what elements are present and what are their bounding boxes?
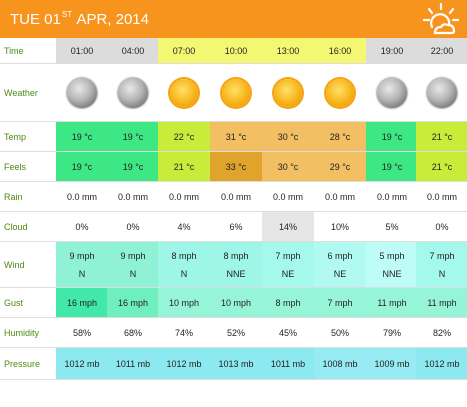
pressure-cell xyxy=(158,348,210,379)
cloud-cell xyxy=(56,212,108,241)
feels-value: 33 °c xyxy=(225,161,247,172)
cloud-cell xyxy=(262,212,314,241)
time-value: 04:00 xyxy=(121,45,145,56)
moon-icon xyxy=(377,78,407,108)
wind-value: 5 mph xyxy=(379,250,405,261)
time-value: 10:00 xyxy=(224,45,248,56)
pressure-cell xyxy=(107,348,159,379)
humidity-value: 79% xyxy=(382,327,401,338)
weather-cell xyxy=(366,64,418,121)
temp-value: 19 °c xyxy=(381,131,403,142)
time-cell xyxy=(366,38,418,63)
time-cell xyxy=(262,38,314,63)
rain-cell xyxy=(416,182,467,211)
gust-cell xyxy=(416,288,467,317)
gust-value: 16 mph xyxy=(66,297,98,308)
temp-cell xyxy=(107,122,159,151)
feels-cell xyxy=(56,152,108,181)
forecast-table xyxy=(0,38,467,380)
date-suffix: ST xyxy=(61,10,73,19)
rain-cell xyxy=(56,182,108,211)
temp-label: Temp xyxy=(4,131,27,142)
time-cell xyxy=(314,38,366,63)
gust-value: 11 mph xyxy=(377,297,407,308)
pressure-row xyxy=(0,348,467,380)
humidity-value: 45% xyxy=(278,327,297,338)
temp-row xyxy=(0,122,467,152)
wind-value: 9 mph xyxy=(69,250,95,261)
weather-cell xyxy=(158,64,210,121)
weather-cell xyxy=(56,64,108,121)
time-cell xyxy=(56,38,108,63)
weather-cell xyxy=(107,64,159,121)
cloud-cell xyxy=(314,212,366,241)
pressure-value: 1013 mb xyxy=(218,358,254,369)
humidity-label: Humidity xyxy=(4,327,40,338)
humidity-cell xyxy=(314,318,366,347)
pressure-value: 1011 mb xyxy=(115,358,151,369)
humidity-value: 50% xyxy=(330,327,349,338)
wind-direction-value: N xyxy=(129,268,137,279)
rain-cell xyxy=(107,182,159,211)
time-value: 16:00 xyxy=(328,45,352,56)
humidity-row xyxy=(0,318,467,348)
time-cell xyxy=(210,38,262,63)
weather-cell xyxy=(262,64,314,121)
time-value: 07:00 xyxy=(172,45,196,56)
pressure-cell xyxy=(262,348,314,379)
rain-value: 0.0 mm xyxy=(220,191,251,202)
feels-cell xyxy=(262,152,314,181)
feels-cell xyxy=(416,152,467,181)
humidity-cell xyxy=(107,318,159,347)
gust-value: 8 mph xyxy=(275,297,301,308)
temp-cell xyxy=(314,122,366,151)
pressure-value: 1012 mb xyxy=(424,358,460,369)
wind-row xyxy=(0,242,467,288)
wind-cell xyxy=(210,242,262,287)
rain-value: 0.0 mm xyxy=(66,191,97,202)
pressure-cell xyxy=(366,348,418,379)
temp-cell xyxy=(262,122,314,151)
wind-cell xyxy=(366,242,418,287)
time-row xyxy=(0,38,467,64)
time-value: 19:00 xyxy=(380,45,404,56)
time-value: 13:00 xyxy=(276,45,300,56)
wind-direction-value: N xyxy=(78,268,86,279)
wind-direction-value: NE xyxy=(281,268,295,279)
sun-icon xyxy=(170,79,198,107)
cloud-cell xyxy=(107,212,159,241)
wind-cell xyxy=(158,242,210,287)
gust-value: 11 mph xyxy=(427,297,457,308)
pressure-value: 1008 mb xyxy=(322,358,358,369)
feels-row xyxy=(0,152,467,182)
wind-direction-value: NE xyxy=(333,268,347,279)
weather-cell xyxy=(210,64,262,121)
humidity-value: 52% xyxy=(226,327,245,338)
temp-value: 31 °c xyxy=(225,131,247,142)
time-value: 01:00 xyxy=(70,45,94,56)
humidity-value: 82% xyxy=(432,327,451,338)
weather-cell xyxy=(314,64,366,121)
wind-value: 7 mph xyxy=(429,250,455,261)
gust-cell xyxy=(56,288,108,317)
temp-cell xyxy=(416,122,467,151)
gust-row xyxy=(0,288,467,318)
pressure-cell xyxy=(210,348,262,379)
wind-direction-value: N xyxy=(438,268,446,279)
wind-value: 6 mph xyxy=(327,250,353,261)
weather-label: Weather xyxy=(4,87,38,98)
humidity-value: 68% xyxy=(123,327,142,338)
gust-value: 7 mph xyxy=(327,297,353,308)
gust-value: 10 mph xyxy=(220,297,252,308)
pressure-value: 1011 mb xyxy=(270,358,306,369)
temp-cell xyxy=(366,122,418,151)
feels-value: 19 °c xyxy=(122,161,144,172)
cloud-value: 0% xyxy=(126,221,140,232)
cloud-cell xyxy=(210,212,262,241)
moon-icon xyxy=(118,78,148,108)
feels-value: 30 °c xyxy=(277,161,299,172)
rain-value: 0.0 mm xyxy=(376,191,407,202)
feels-label: Feels xyxy=(4,161,27,172)
wind-value: 7 mph xyxy=(275,250,301,261)
sun-icon xyxy=(222,79,250,107)
date-title xyxy=(10,10,149,28)
feels-cell xyxy=(107,152,159,181)
wind-cell xyxy=(416,242,467,287)
humidity-value: 74% xyxy=(174,327,193,338)
humidity-cell xyxy=(158,318,210,347)
rain-value: 0.0 mm xyxy=(272,191,303,202)
time-label: Time xyxy=(4,45,24,56)
pressure-value: 1012 mb xyxy=(166,358,202,369)
gust-cell xyxy=(314,288,366,317)
weather-cell xyxy=(416,64,467,121)
gust-value: 10 mph xyxy=(168,297,200,308)
cloud-row xyxy=(0,212,467,242)
feels-value: 29 °c xyxy=(329,161,351,172)
date-day: TUE 01 xyxy=(10,11,61,28)
gust-value: 16 mph xyxy=(117,297,149,308)
cloud-value: 5% xyxy=(385,221,399,232)
time-cell xyxy=(107,38,159,63)
pressure-cell xyxy=(314,348,366,379)
gust-cell xyxy=(262,288,314,317)
temp-value: 19 °c xyxy=(71,131,93,142)
temp-cell xyxy=(56,122,108,151)
moon-icon xyxy=(67,78,97,108)
temp-value: 21 °c xyxy=(431,131,453,142)
rain-label: Rain xyxy=(4,191,23,202)
cloud-cell xyxy=(366,212,418,241)
wind-cell xyxy=(314,242,366,287)
wind-value: 9 mph xyxy=(120,250,146,261)
cloud-cell xyxy=(416,212,467,241)
rain-cell xyxy=(366,182,418,211)
gust-cell xyxy=(210,288,262,317)
rain-value: 0.0 mm xyxy=(324,191,355,202)
rain-value: 0.0 mm xyxy=(426,191,457,202)
wind-direction-value: NNE xyxy=(226,268,246,279)
rain-cell xyxy=(314,182,366,211)
date-month-year: APR, 2014 xyxy=(76,11,149,28)
feels-cell xyxy=(158,152,210,181)
wind-value: 8 mph xyxy=(171,250,197,261)
gust-cell xyxy=(158,288,210,317)
time-cell xyxy=(416,38,467,63)
wind-cell xyxy=(262,242,314,287)
sun-logo-icon xyxy=(421,2,461,36)
wind-direction-value: NNE xyxy=(382,268,402,279)
pressure-cell xyxy=(416,348,467,379)
humidity-value: 58% xyxy=(72,327,91,338)
gust-cell xyxy=(366,288,418,317)
temp-cell xyxy=(158,122,210,151)
wind-value: 8 mph xyxy=(223,250,249,261)
sun-icon xyxy=(274,79,302,107)
time-cell xyxy=(158,38,210,63)
humidity-cell xyxy=(416,318,467,347)
gust-label: Gust xyxy=(4,297,24,308)
wind-cell xyxy=(107,242,159,287)
feels-value: 19 °c xyxy=(381,161,403,172)
gust-cell xyxy=(107,288,159,317)
cloud-cell xyxy=(158,212,210,241)
moon-icon xyxy=(427,78,457,108)
cloud-value: 10% xyxy=(330,221,349,232)
sun-icon xyxy=(326,79,354,107)
feels-cell xyxy=(210,152,262,181)
temp-value: 22 °c xyxy=(173,131,195,142)
feels-value: 19 °c xyxy=(71,161,93,172)
humidity-cell xyxy=(262,318,314,347)
humidity-cell xyxy=(366,318,418,347)
rain-cell xyxy=(262,182,314,211)
time-value: 22:00 xyxy=(430,45,454,56)
temp-value: 30 °c xyxy=(277,131,299,142)
cloud-value: 0% xyxy=(435,221,449,232)
weather-row xyxy=(0,64,467,122)
feels-cell xyxy=(314,152,366,181)
feels-cell xyxy=(366,152,418,181)
wind-direction-value: N xyxy=(180,268,188,279)
cloud-value: 4% xyxy=(177,221,191,232)
rain-value: 0.0 mm xyxy=(117,191,148,202)
cloud-value: 6% xyxy=(229,221,243,232)
rain-value: 0.0 mm xyxy=(168,191,199,202)
cloud-label: Cloud xyxy=(4,221,28,232)
pressure-value: 1009 mb xyxy=(374,358,410,369)
rain-cell xyxy=(158,182,210,211)
rain-row xyxy=(0,182,467,212)
rain-cell xyxy=(210,182,262,211)
temp-value: 28 °c xyxy=(329,131,351,142)
feels-value: 21 °c xyxy=(173,161,195,172)
wind-cell xyxy=(56,242,108,287)
temp-cell xyxy=(210,122,262,151)
date-header xyxy=(0,0,467,38)
cloud-value: 14% xyxy=(278,221,297,232)
wind-label: Wind xyxy=(4,259,25,270)
pressure-value: 1012 mb xyxy=(64,358,100,369)
pressure-cell xyxy=(56,348,108,379)
humidity-cell xyxy=(210,318,262,347)
humidity-cell xyxy=(56,318,108,347)
temp-value: 19 °c xyxy=(122,131,144,142)
cloud-value: 0% xyxy=(75,221,89,232)
feels-value: 21 °c xyxy=(431,161,453,172)
pressure-label: Pressure xyxy=(4,358,41,369)
